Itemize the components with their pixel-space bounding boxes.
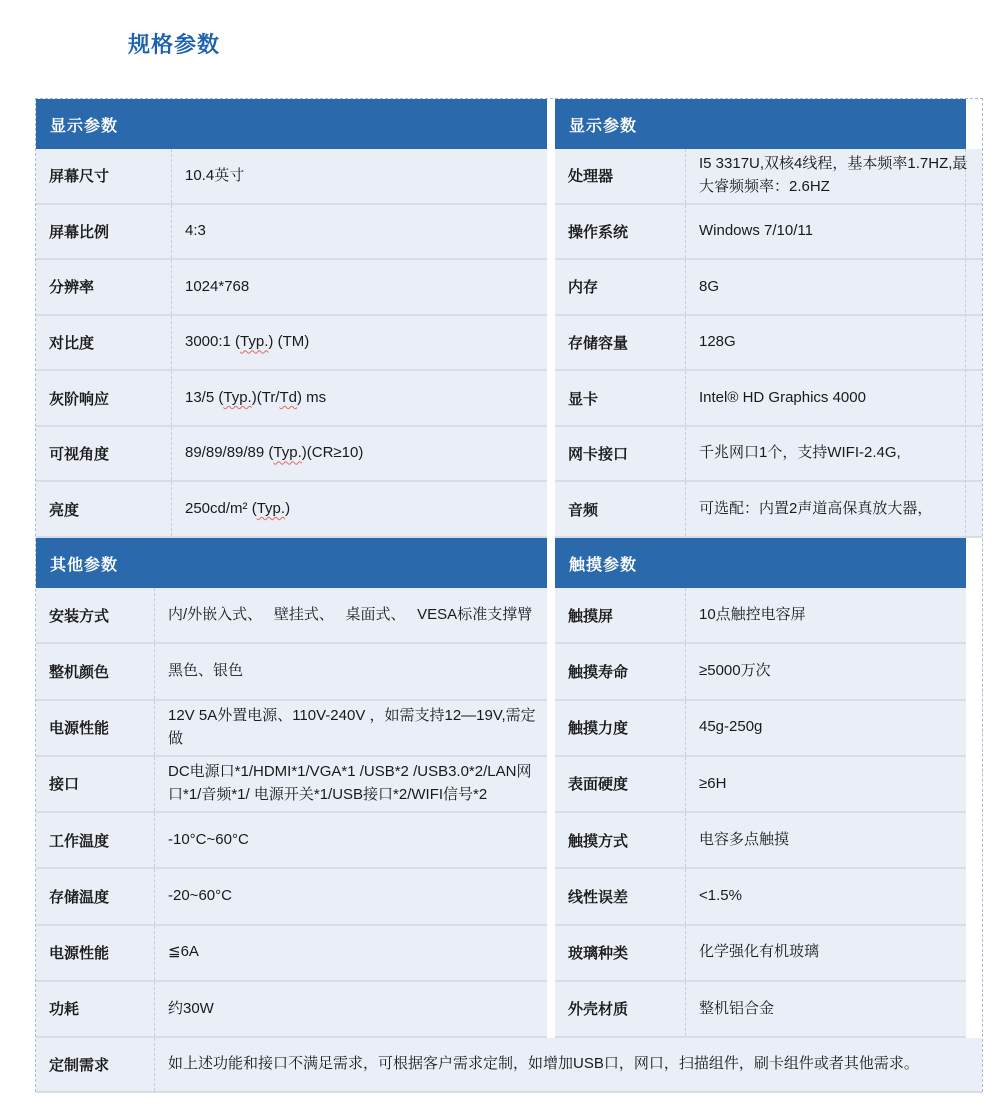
spec-label: 触摸屏 bbox=[568, 607, 614, 625]
value-text: 8G bbox=[699, 277, 720, 295]
spec-row bbox=[555, 371, 982, 427]
value-text: ≥5000万次 bbox=[699, 662, 771, 680]
spec-value bbox=[685, 316, 982, 370]
spec-label: 可视角度 bbox=[49, 446, 110, 464]
spec-value bbox=[685, 701, 966, 755]
spec-row bbox=[36, 482, 547, 538]
left-column bbox=[36, 99, 547, 1038]
spec-row bbox=[36, 260, 547, 316]
spec-row bbox=[36, 316, 547, 372]
spec-value bbox=[685, 205, 982, 259]
spec-value bbox=[685, 869, 966, 923]
spec-row bbox=[36, 644, 547, 700]
spec-label: 对比度 bbox=[49, 335, 95, 353]
spellcheck-wavy-text: Typ. bbox=[256, 500, 286, 517]
spec-label: 内存 bbox=[568, 279, 599, 297]
spec-value bbox=[154, 701, 547, 755]
value-text: 13/5 ( bbox=[185, 388, 224, 406]
spec-label: 灰阶响应 bbox=[49, 390, 110, 408]
spellcheck-wavy-text: Typ. bbox=[273, 444, 302, 462]
spec-row bbox=[36, 757, 547, 813]
spec-label: 玻璃种类 bbox=[568, 945, 629, 963]
section-hardware-params bbox=[555, 99, 982, 538]
value-text: ) bbox=[285, 500, 291, 517]
value-text: )(CR≥10) bbox=[301, 444, 364, 462]
value-text: )(Tr/ bbox=[251, 388, 280, 406]
spec-row bbox=[555, 644, 966, 700]
spec-label: 分辨率 bbox=[49, 279, 95, 297]
spec-value bbox=[171, 205, 547, 259]
spellcheck-wavy-text: Td bbox=[279, 388, 297, 406]
rows-display bbox=[36, 149, 547, 538]
rows-touch bbox=[555, 588, 966, 1038]
spec-label: 表面硬度 bbox=[568, 776, 629, 794]
spec-label: 触摸力度 bbox=[568, 720, 629, 738]
value-text: 千兆网口1个，支持WIFI-2.4G, bbox=[699, 444, 901, 462]
spec-label: 显卡 bbox=[568, 390, 599, 408]
spec-value bbox=[685, 149, 982, 203]
spec-row bbox=[36, 869, 547, 925]
value-text: 内/外嵌入式、 壁挂式、 桌面式、 VESA标准支撑臂 bbox=[168, 605, 533, 623]
rows-hardware bbox=[555, 149, 982, 538]
spec-value bbox=[171, 149, 547, 203]
spec-row bbox=[555, 869, 966, 925]
spec-value bbox=[154, 926, 547, 980]
spec-value bbox=[171, 316, 547, 370]
page-title: 规格参数 bbox=[128, 32, 221, 57]
value-text: ≥6H bbox=[699, 774, 727, 792]
value-text: 12V 5A外置电源、110V-240V ，如需支持12—19V,需定做 bbox=[168, 707, 536, 747]
spec-table bbox=[35, 98, 983, 1092]
section-header-display: 显示参数 bbox=[36, 99, 547, 149]
spec-row bbox=[555, 982, 966, 1038]
spec-row bbox=[36, 982, 547, 1038]
spec-value bbox=[685, 427, 982, 481]
spec-label: 处理器 bbox=[568, 168, 614, 186]
value-text: DC电源口*1/HDMI*1/VGA*1 /USB*2 /USB3.0*2/LAN网口*1/音频*1/ 电源开关*1/USB接口*2/WIFI信号*2 bbox=[168, 763, 532, 803]
spec-label: 屏幕比例 bbox=[49, 223, 110, 241]
spec-row bbox=[555, 260, 982, 316]
spec-row bbox=[555, 482, 982, 538]
custom-requirement-row bbox=[36, 1038, 982, 1093]
spec-label: 触摸寿命 bbox=[568, 663, 629, 681]
value-text: 约30W bbox=[168, 999, 214, 1017]
value-text: ) ms bbox=[297, 388, 327, 406]
spec-row bbox=[555, 757, 966, 813]
value-text: 89/89/89/89 ( bbox=[185, 444, 274, 462]
value-text: Windows 7/10/11 bbox=[699, 222, 813, 240]
spec-row bbox=[555, 701, 966, 757]
value-text: -10°C~60°C bbox=[168, 830, 249, 848]
spec-label: 亮度 bbox=[49, 501, 80, 519]
spec-row bbox=[36, 427, 547, 483]
spec-value bbox=[685, 982, 966, 1036]
spec-value bbox=[154, 813, 547, 867]
spec-label: 电源性能 bbox=[49, 720, 110, 738]
spec-value bbox=[685, 371, 982, 425]
section-header-other: 其他参数 bbox=[36, 538, 547, 588]
spec-label: 工作温度 bbox=[49, 832, 110, 850]
spec-value bbox=[154, 757, 547, 811]
value-text: 10.4英寸 bbox=[185, 166, 245, 184]
spec-label: 功耗 bbox=[49, 1001, 80, 1019]
value-text: 如上述功能和接口不满足需求，可根据客户需求定制，如增加USB口，网口，扫描组件，刷卡组件或者其他需求。 bbox=[168, 1055, 919, 1073]
spec-value bbox=[154, 982, 547, 1036]
spec-row bbox=[36, 588, 547, 644]
spec-row bbox=[36, 926, 547, 982]
spec-label: 存储容量 bbox=[568, 335, 629, 353]
spec-label: 线性误差 bbox=[568, 888, 629, 906]
spec-value bbox=[154, 1038, 982, 1091]
spec-value bbox=[171, 482, 547, 536]
value-text: Intel® HD Graphics 4000 bbox=[699, 388, 866, 406]
spec-row bbox=[555, 427, 982, 483]
value-text: 可选配：内置2声道高保真放大器， bbox=[699, 500, 933, 517]
spec-label: 接口 bbox=[49, 776, 80, 794]
value-text: ≦6A bbox=[168, 943, 199, 961]
value-text: 3000:1 ( bbox=[185, 333, 241, 351]
value-text: ) (TM) bbox=[268, 333, 310, 351]
value-text: 250cd/m² ( bbox=[185, 500, 257, 517]
spec-label: 电源性能 bbox=[49, 945, 110, 963]
spec-row bbox=[555, 316, 982, 372]
section-header-hardware: 显示参数 bbox=[555, 99, 966, 149]
value-text: -20~60°C bbox=[168, 887, 232, 905]
spec-value bbox=[685, 757, 966, 811]
spec-value bbox=[685, 482, 982, 536]
spec-row bbox=[555, 926, 966, 982]
rows-other bbox=[36, 588, 547, 1038]
spellcheck-wavy-text: Typ. bbox=[240, 333, 269, 351]
column-gap bbox=[547, 99, 555, 1038]
value-text: 10点触控电容屏 bbox=[699, 605, 806, 623]
spec-value bbox=[685, 588, 966, 642]
spec-row bbox=[555, 149, 982, 205]
value-text: 电容多点触摸 bbox=[699, 830, 790, 848]
spec-row bbox=[555, 813, 966, 869]
spec-value bbox=[154, 869, 547, 923]
spec-value bbox=[171, 427, 547, 481]
section-display-params bbox=[36, 99, 547, 538]
spec-label: 屏幕尺寸 bbox=[49, 168, 110, 186]
value-text: 黑色、银色 bbox=[168, 662, 244, 680]
spellcheck-wavy-text: Typ. bbox=[223, 388, 252, 406]
spec-row bbox=[36, 701, 547, 757]
section-touch-params bbox=[555, 538, 966, 1038]
spec-label: 网卡接口 bbox=[568, 446, 629, 464]
spec-value bbox=[685, 260, 982, 314]
spec-label: 触摸方式 bbox=[568, 832, 629, 850]
value-text: 45g-250g bbox=[699, 718, 763, 736]
spec-value bbox=[685, 926, 966, 980]
spec-row bbox=[555, 588, 966, 644]
spec-row bbox=[36, 205, 547, 261]
spec-label: 定制需求 bbox=[49, 1057, 110, 1074]
spec-row bbox=[36, 371, 547, 427]
section-header-touch: 触摸参数 bbox=[555, 538, 966, 588]
spec-label: 安装方式 bbox=[49, 607, 110, 625]
spec-value bbox=[685, 644, 966, 698]
spec-label: 整机颜色 bbox=[49, 663, 110, 681]
value-text: 化学强化有机玻璃 bbox=[699, 943, 820, 961]
spec-label: 音频 bbox=[568, 501, 599, 519]
value-text: 128G bbox=[699, 333, 736, 351]
spec-value bbox=[171, 260, 547, 314]
spec-value bbox=[154, 588, 547, 642]
value-text: <1.5% bbox=[699, 887, 742, 905]
spec-row bbox=[36, 813, 547, 869]
section-other-params bbox=[36, 538, 547, 1038]
right-column bbox=[555, 99, 982, 1038]
value-text: 1024*768 bbox=[185, 277, 250, 295]
spec-value bbox=[171, 371, 547, 425]
value-text: 整机铝合金 bbox=[699, 999, 775, 1017]
spec-value bbox=[154, 644, 547, 698]
spec-row bbox=[36, 149, 547, 205]
spec-label: 外壳材质 bbox=[568, 1001, 629, 1019]
value-text: 4:3 bbox=[185, 222, 206, 240]
value-text: I5 3317U,双核4线程，基本频率1.7HZ,最大睿频频率：2.6HZ bbox=[699, 155, 968, 195]
spec-row bbox=[555, 205, 982, 261]
spec-label: 存储温度 bbox=[49, 888, 110, 906]
spec-value bbox=[685, 813, 966, 867]
spec-label: 操作系统 bbox=[568, 223, 629, 241]
